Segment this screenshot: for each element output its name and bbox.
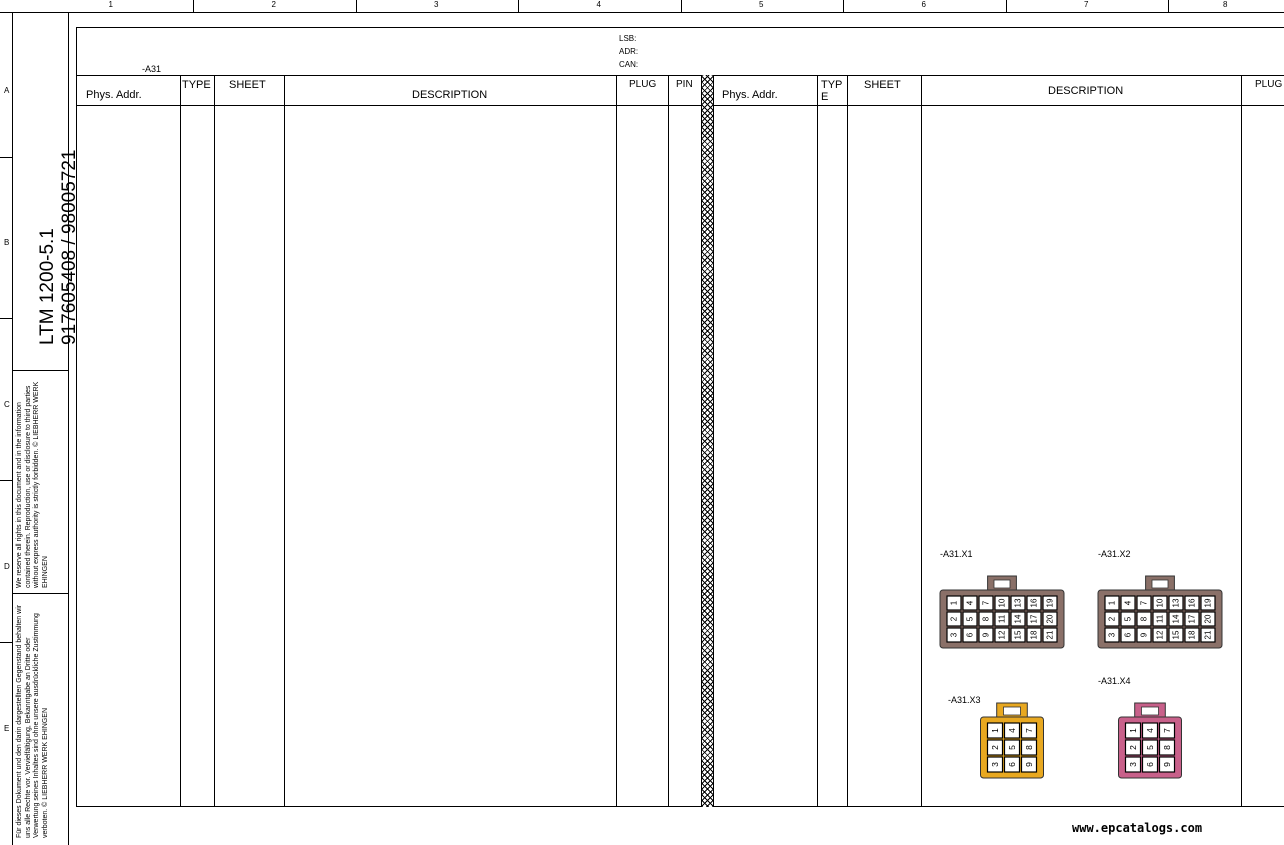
connector-pin-number: 5 bbox=[1007, 745, 1017, 750]
footer-url[interactable]: www.epcatalogs.com bbox=[1072, 821, 1203, 835]
connector-pin-number: 4 bbox=[965, 600, 975, 606]
lsb-label: LSB: bbox=[619, 34, 637, 43]
connector-x1-latch-slot bbox=[994, 580, 1010, 588]
connector-pin-number: 8 bbox=[1024, 745, 1034, 750]
connector-pin-number: 4 bbox=[1007, 728, 1017, 733]
column-tick bbox=[1006, 0, 1007, 12]
connector-x2-latch-slot bbox=[1152, 580, 1168, 588]
connector-x4-latch-slot bbox=[1142, 707, 1159, 715]
col-div-desc bbox=[284, 75, 285, 807]
row-tick bbox=[0, 157, 12, 158]
connector-pin-number: 13 bbox=[1171, 598, 1181, 608]
row-index-D: D bbox=[4, 562, 10, 571]
header-top-line bbox=[76, 75, 1284, 76]
rheader-description: DESCRIPTION bbox=[1048, 85, 1124, 97]
connector-pin-number: 3 bbox=[1128, 762, 1138, 767]
rcol-div-desc bbox=[921, 75, 922, 807]
connector-pin-number: 16 bbox=[1187, 598, 1197, 608]
connector-pin-number: 21 bbox=[1045, 630, 1055, 640]
column-tick bbox=[518, 0, 519, 12]
connector-pin-number: 9 bbox=[981, 632, 991, 638]
connector-pin-number: 8 bbox=[1162, 745, 1172, 750]
col-div-type bbox=[180, 75, 181, 807]
table-separator-hatch bbox=[701, 75, 714, 807]
column-tick bbox=[356, 0, 357, 12]
rheader-plug: PLUG bbox=[1255, 79, 1283, 90]
connector-pin-number: 8 bbox=[981, 616, 991, 622]
connector-pin-number: 11 bbox=[997, 614, 1007, 624]
row-tick bbox=[0, 480, 12, 481]
module-id: -A31 bbox=[142, 64, 162, 74]
connector-pin-number: 3 bbox=[1107, 632, 1117, 638]
connector-pin-number: 1 bbox=[1107, 600, 1117, 606]
connector-pin-number: 3 bbox=[949, 632, 959, 638]
column-index-1: 1 bbox=[108, 0, 113, 9]
connector-pin-number: 6 bbox=[1007, 762, 1017, 767]
model-name: LTM 1200-5.1 bbox=[37, 228, 58, 345]
title-model-number bbox=[38, 150, 80, 345]
col-div-sheet bbox=[214, 75, 215, 807]
main-frame bbox=[76, 27, 1284, 807]
connector-x3-latch-slot bbox=[1004, 707, 1021, 715]
connector-pin-number: 6 bbox=[1123, 632, 1133, 638]
connector-pin-number: 5 bbox=[1145, 745, 1155, 750]
rcol-div-sheet bbox=[847, 75, 848, 807]
top-border bbox=[0, 12, 1284, 13]
column-index-8: 8 bbox=[1223, 0, 1228, 9]
connector-pin-number: 12 bbox=[1155, 630, 1165, 640]
connector-pin-number: 1 bbox=[1128, 728, 1138, 733]
column-tick bbox=[681, 0, 682, 12]
title-divider-2 bbox=[12, 593, 68, 594]
rights-notice-de-text: Für dieses Dokument und den darin dargestellten Gegenstand behalten wir uns alle Rechte vor. Vervielfältigung, Bekanntgabe an Dritte oder Verwertung seines Inhaltes sind ohne unsere ausdrückliche Zustimmung verboten. © LIEBHERR WERK EHINGEN bbox=[16, 604, 49, 838]
connector-pin-number: 7 bbox=[1139, 600, 1149, 606]
col-div-plug bbox=[616, 75, 617, 807]
connector-pin-number: 2 bbox=[1107, 616, 1117, 622]
connector-pin-number: 17 bbox=[1187, 614, 1197, 624]
rcol-div-plug bbox=[1241, 75, 1242, 807]
connector-pin-number: 2 bbox=[949, 616, 959, 622]
row-tick bbox=[0, 318, 12, 319]
connector-pin-number: 9 bbox=[1024, 762, 1034, 767]
connector-x1-label: -A31.X1 bbox=[940, 549, 973, 559]
col-div-pin bbox=[668, 75, 669, 807]
connector-pin-number: 18 bbox=[1029, 630, 1039, 640]
rheader-sheet: SHEET bbox=[864, 79, 901, 91]
connector-x3-body bbox=[976, 684, 1048, 780]
connector-x2-label: -A31.X2 bbox=[1098, 549, 1131, 559]
connector-pin-number: 16 bbox=[1029, 598, 1039, 608]
connector-pin-number: 5 bbox=[965, 616, 975, 622]
column-index-3: 3 bbox=[434, 0, 439, 9]
row-index-A: A bbox=[4, 86, 10, 95]
drawing-numbers: 917605408 / 98005721 bbox=[59, 149, 80, 345]
connector-pin-number: 14 bbox=[1013, 614, 1023, 624]
connector-x1-body bbox=[936, 560, 1068, 650]
header-phys-addr: Phys. Addr. bbox=[86, 89, 142, 101]
connector-pin-number: 18 bbox=[1187, 630, 1197, 640]
connector-pin-number: 19 bbox=[1203, 598, 1213, 608]
connector-pin-number: 6 bbox=[965, 632, 975, 638]
connector-pin-number: 13 bbox=[1013, 598, 1023, 608]
connector-pin-number: 14 bbox=[1171, 614, 1181, 624]
connector-pin-number: 20 bbox=[1203, 614, 1213, 624]
connector-pin-number: 5 bbox=[1123, 616, 1133, 622]
connector-pin-number: 21 bbox=[1203, 630, 1213, 640]
connector-pin-number: 2 bbox=[990, 745, 1000, 750]
rheader-type: TYPE bbox=[821, 79, 843, 103]
connector-pin-number: 10 bbox=[1155, 598, 1165, 608]
connector-pin-number: 17 bbox=[1029, 614, 1039, 624]
left-border bbox=[12, 12, 13, 845]
connector-pin-number: 9 bbox=[1139, 632, 1149, 638]
header-sheet: SHEET bbox=[229, 79, 266, 91]
connector-pin-number: 4 bbox=[1145, 728, 1155, 733]
column-index-7: 7 bbox=[1084, 0, 1089, 9]
connector-pin-number: 7 bbox=[1024, 728, 1034, 733]
connector-x4-body bbox=[1104, 686, 1196, 780]
rcol-div-type bbox=[817, 75, 818, 807]
connector-x2-body bbox=[1094, 560, 1226, 650]
header-plug: PLUG bbox=[629, 79, 657, 90]
column-tick bbox=[1168, 0, 1169, 12]
row-index-C: C bbox=[4, 400, 10, 409]
connector-pin-number: 11 bbox=[1155, 614, 1165, 624]
column-tick bbox=[843, 0, 844, 12]
connector-pin-number: 19 bbox=[1045, 598, 1055, 608]
connector-pin-number: 1 bbox=[990, 728, 1000, 733]
column-tick bbox=[193, 0, 194, 12]
connector-pin-number: 12 bbox=[997, 630, 1007, 640]
connector-pin-number: 4 bbox=[1123, 600, 1133, 606]
header-pin: PIN bbox=[676, 79, 693, 90]
row-tick bbox=[0, 642, 12, 643]
connector-pin-number: 3 bbox=[990, 762, 1000, 767]
can-label: CAN: bbox=[619, 60, 639, 69]
title-divider-1 bbox=[12, 370, 68, 371]
adr-label: ADR: bbox=[619, 47, 639, 56]
header-bottom-line bbox=[76, 105, 1284, 106]
connector-pin-number: 15 bbox=[1013, 630, 1023, 640]
row-index-B: B bbox=[4, 238, 10, 247]
rheader-phys-addr: Phys. Addr. bbox=[722, 89, 778, 101]
row-index-E: E bbox=[4, 724, 10, 733]
header-description: DESCRIPTION bbox=[412, 89, 488, 101]
connector-pin-number: 8 bbox=[1139, 616, 1149, 622]
connector-pin-number: 6 bbox=[1145, 762, 1155, 767]
column-index-6: 6 bbox=[921, 0, 926, 9]
title-block-border bbox=[68, 12, 69, 845]
header-type: TYPE bbox=[182, 79, 211, 91]
connector-pin-number: 20 bbox=[1045, 614, 1055, 624]
column-index-2: 2 bbox=[271, 0, 276, 9]
rights-notice-en bbox=[16, 376, 50, 588]
connector-x3-label: -A31.X3 bbox=[948, 695, 981, 705]
column-index-5: 5 bbox=[759, 0, 764, 9]
connector-pin-number: 10 bbox=[997, 598, 1007, 608]
connector-pin-number: 7 bbox=[1162, 728, 1172, 733]
connector-pin-number: 7 bbox=[981, 600, 991, 606]
rights-notice-de bbox=[16, 602, 50, 838]
connector-pin-number: 9 bbox=[1162, 762, 1172, 767]
connector-pin-number: 2 bbox=[1128, 745, 1138, 750]
connector-pin-number: 15 bbox=[1171, 630, 1181, 640]
connector-pin-number: 1 bbox=[949, 600, 959, 606]
column-index-4: 4 bbox=[596, 0, 601, 9]
connector-x4-label: -A31.X4 bbox=[1098, 676, 1131, 686]
rights-notice-en-text: We reserve all rights in this document and in the information contained therein. Reproduction, use or disclosure to third parties without express authority is strictly forbidden. © LIEBHERR WERK EHINGEN bbox=[16, 381, 49, 588]
